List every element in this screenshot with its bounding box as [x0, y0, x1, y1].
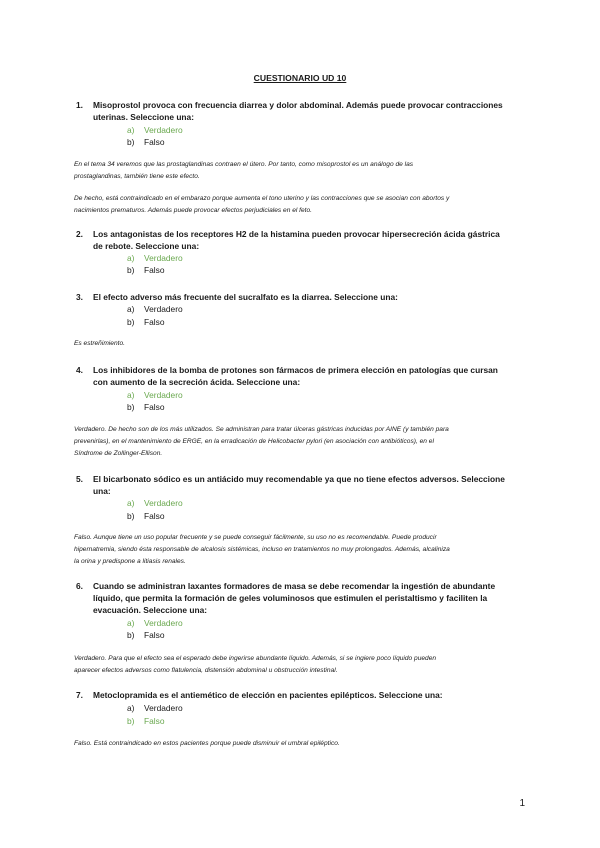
option-b[interactable]: b) Falso	[127, 317, 165, 327]
question-text-line: Cuando se administran laxantes formadores de masa se debe recomendar la ingestión de abundante	[93, 581, 496, 591]
question-text-line: Misoprostol provoca con frecuencia diarrea y dolor abdominal. Además puede provocar contracciones	[93, 100, 503, 110]
question-text-line: de rebote. Seleccione una:	[93, 241, 200, 251]
question-text-line: con aumento de la secreción ácida. Seleccione una:	[93, 377, 301, 387]
option-a[interactable]: a) Verdadero	[127, 390, 183, 400]
page-title: CUESTIONARIO UD 10	[253, 73, 347, 83]
explanation-6: Verdadero. Para que el efecto sea el esperado debe ingerirse abundante líquido. Además, si se ingiere poco líquido pueden aparecer efectos adversos como flatulencia, distensión abdominal u obstrucción intestinal.	[74, 655, 437, 674]
question-number: 5.	[76, 474, 83, 484]
question-text-line: uterinas. Seleccione una:	[93, 112, 194, 122]
option-b[interactable]: b) Falso	[127, 402, 165, 412]
option-b[interactable]: b) Falso	[127, 716, 165, 726]
question-number: 4.	[76, 365, 83, 375]
question-text-line: Los inhibidores de la bomba de protones son fármacos de primera elección en patologías que cursan	[93, 365, 498, 375]
question-text-line: Metoclopramida es el antiemético de elección en pacientes epilépticos. Seleccione una:	[93, 690, 443, 700]
question-number: 1.	[76, 100, 83, 110]
question-5	[76, 473, 533, 497]
question-1	[76, 99, 533, 123]
option-b[interactable]: b) Falso	[127, 511, 165, 521]
explanation-3: Es estreñimiento.	[74, 340, 125, 347]
option-a[interactable]: a) Verdadero	[127, 618, 183, 628]
page-number: 1	[519, 798, 525, 809]
question-text-line: evacuación. Seleccione una:	[93, 605, 208, 615]
question-text-line: una:	[93, 486, 111, 496]
explanation-5: Falso. Aunque tiene un uso popular frecuente y se puede conseguir fácilmente, su uso no es recomendable. Puede producir hipernatremia, siendo ésta responsable de alcalosis sistémicas, incluso en tratamientos no muy prolongados. Además, alcaliniza la orina y predispone a litiasis renales.	[74, 534, 450, 565]
explanation-1: En el tema 34 veremos que las prostaglandinas contraen el útero. Por tanto, como misoprostol es un análogo de las prostaglandinas, también tiene este efecto.	[74, 161, 414, 180]
option-b[interactable]: b) Falso	[127, 265, 165, 275]
question-number: 3.	[76, 292, 83, 302]
question-3	[76, 291, 533, 303]
question-text-line: Los antagonistas de los receptores H2 de la histamina pueden provocar hipersecreción ácida gástrica	[93, 229, 500, 239]
option-a[interactable]: a) Verdadero	[127, 253, 183, 263]
question-number: 6.	[76, 581, 83, 591]
question-text-line: El efecto adverso más frecuente del sucralfato es la diarrea. Seleccione una:	[93, 292, 398, 302]
explanation-4: Verdadero. De hecho son de los más utilizados. Se administran para tratar úlceras gástricas inducidas por AINE (y también para prevenirlas), en el mantenimiento de ERGE, en la erradicación de Helicobacter pylori (en asociación con antibióticos), en el Síndrome de Zollinger-Ellison.	[74, 426, 449, 457]
option-a[interactable]: a) Verdadero	[127, 125, 183, 135]
question-7	[76, 689, 533, 701]
question-2	[76, 228, 533, 252]
option-b[interactable]: b) Falso	[127, 137, 165, 147]
option-a[interactable]: a) Verdadero	[127, 703, 183, 713]
explanation-1b: De hecho, está contraindicado en el embarazo porque aumenta el tono uterino y las contracciones que se asocian con abortos y nacimientos prematuros. Además puede provocar efectos perjudiciales en el feto.	[74, 195, 450, 214]
explanation-7: Falso. Está contraindicado en estos pacientes porque puede disminuir el umbral epiléptico.	[74, 740, 340, 747]
option-a[interactable]: a) Verdadero	[127, 304, 183, 314]
question-4	[76, 364, 533, 388]
option-b[interactable]: b) Falso	[127, 630, 165, 640]
question-number: 2.	[76, 229, 83, 239]
question-6	[76, 580, 533, 616]
option-a[interactable]: a) Verdadero	[127, 498, 183, 508]
question-number: 7.	[76, 690, 83, 700]
question-text-line: líquido, que permita la formación de geles voluminosos que estimulen el peristaltismo y faciliten la	[93, 593, 488, 603]
question-text-line: El bicarbonato sódico es un antiácido muy recomendable ya que no tiene efectos adversos. Seleccione	[93, 474, 505, 484]
